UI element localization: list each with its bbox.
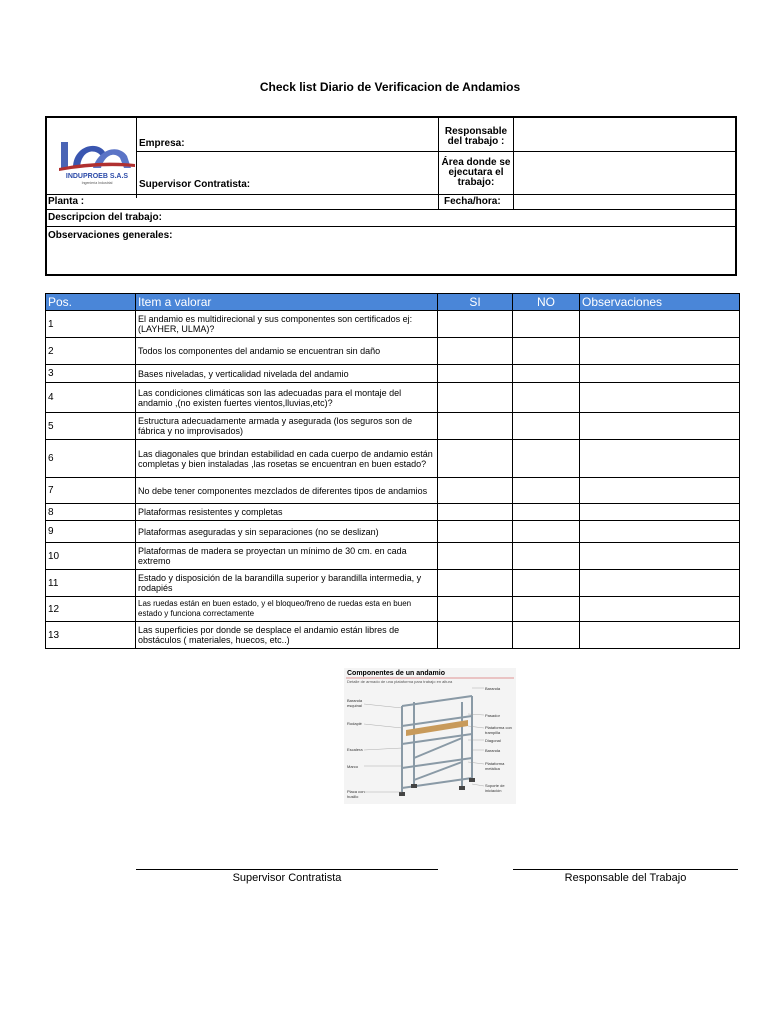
row-pos: 10 [46,543,136,570]
responsable-field[interactable] [514,119,736,151]
table-row [46,365,740,383]
logo-tagline: Ingeniería Industrial [81,181,113,185]
table-row [46,383,740,413]
header-si: SI [438,294,513,311]
area-label: Área donde se ejecutara el trabajo: [441,157,511,188]
row-si-cell[interactable] [438,413,513,440]
row-pos: 13 [46,622,136,649]
responsable-label: Responsable del trabajo : [444,126,508,147]
row-no-cell[interactable] [513,478,580,504]
row-si-cell[interactable] [438,383,513,413]
row-obs-cell[interactable] [580,521,740,543]
observaciones-label: Observaciones generales: [48,230,173,241]
table-row [46,543,740,570]
area-field[interactable] [514,152,736,194]
supervisor-label: Supervisor Contratista: [139,179,251,190]
header-pos: Pos. [46,294,136,311]
row-si-cell[interactable] [438,622,513,649]
row-si-cell[interactable] [438,543,513,570]
row-item: Las diagonales que brindan estabilidad en cada cuerpo de andamio están completas y bien instaladas ,las rosetas se encuentran en buen estado? [136,440,438,478]
row-no-cell[interactable] [513,440,580,478]
signature-line-supervisor [136,869,438,870]
planta-label: Planta : [48,196,85,207]
row-no-cell[interactable] [513,597,580,622]
table-header-row [46,294,740,311]
row-item: No debe tener componentes mezclados de diferentes tipos de andamios [136,478,438,504]
row-si-cell[interactable] [438,440,513,478]
row-pos: 5 [46,413,136,440]
figure-title: Componentes de un andamio [347,670,446,677]
row-si-cell[interactable] [438,338,513,365]
row-no-cell[interactable] [513,311,580,338]
fecha-field[interactable] [514,195,736,209]
row-item: Estructura adecuadamente armada y asegurada (los seguros son de fábrica y no improvisados) [136,413,438,440]
label-rodapie: Rodapié [347,721,362,726]
table-row [46,338,740,365]
row-si-cell[interactable] [438,478,513,504]
row-pos: 6 [46,440,136,478]
row-item: Plataformas aseguradas y sin separaciones (no se deslizan) [136,521,438,543]
figure-subtitle: Detalle de armado de una plataforma para trabajo en altura [347,679,453,684]
row-item: Las condiciones climáticas son las adecuadas para el montaje del andamio ,(no existen fuertes vientos,lluvias,etc)? [136,383,438,413]
table-row [46,440,740,478]
row-obs-cell[interactable] [580,311,740,338]
company-logo [55,138,139,186]
row-item: Las superficies por donde se desplace el andamio están libres de obstáculos ( materiales, huecos, etc..) [136,622,438,649]
observaciones-field[interactable] [177,230,732,272]
label-placa-husillo: Placa con husillo [347,789,365,799]
row-no-cell[interactable] [513,383,580,413]
label-baranda-esquinal: Baranda esquinal [347,698,363,708]
row-no-cell[interactable] [513,622,580,649]
row-item: Las ruedas están en buen estado, y el bloqueo/freno de ruedas esta en buen estado y funciona correctamente [136,597,438,622]
row-no-cell[interactable] [513,543,580,570]
row-pos: 12 [46,597,136,622]
label-pasador: Pasador [485,713,500,718]
row-item: Bases niveladas, y verticalidad nivelada del andamio [136,365,438,383]
header-no: NO [513,294,580,311]
row-si-cell[interactable] [438,521,513,543]
row-obs-cell[interactable] [580,478,740,504]
row-item: El andamio es multidirecional y sus componentes son certificados ej: (LAYHER, ULMA)? [136,311,438,338]
page-title: Check list Diario de Verificacion de Andamios [259,80,521,94]
row-obs-cell[interactable] [580,504,740,521]
label-baranda: Baranda [485,686,501,691]
label-escalera: Escalera [347,747,363,752]
header-observaciones: Observaciones [580,294,740,311]
row-obs-cell[interactable] [580,597,740,622]
row-pos: 1 [46,311,136,338]
table-row [46,570,740,597]
table-row [46,622,740,649]
row-pos: 8 [46,504,136,521]
row-obs-cell[interactable] [580,622,740,649]
row-no-cell[interactable] [513,365,580,383]
row-si-cell[interactable] [438,365,513,383]
row-obs-cell[interactable] [580,413,740,440]
header-item: Item a valorar [136,294,438,311]
row-pos: 11 [46,570,136,597]
label-diagonal: Diagonal [485,738,501,743]
checklist-table [45,293,740,649]
descripcion-label: Descripcion del trabajo: [48,212,162,223]
empresa-label: Empresa: [139,138,185,149]
table-row [46,504,740,521]
row-obs-cell[interactable] [580,570,740,597]
row-no-cell[interactable] [513,570,580,597]
row-no-cell[interactable] [513,413,580,440]
table-row [46,413,740,440]
row-si-cell[interactable] [438,597,513,622]
label-baranda-2: Baranda [485,748,501,753]
table-row [46,597,740,622]
signature-label-supervisor: Supervisor Contratista [232,872,342,884]
label-plataforma-metalica: Plataforma metálica [485,761,505,771]
row-pos: 2 [46,338,136,365]
row-obs-cell[interactable] [580,543,740,570]
row-obs-cell[interactable] [580,383,740,413]
supervisor-field[interactable] [139,152,437,176]
row-pos: 7 [46,478,136,504]
row-item: Plataformas de madera se proyectan un mínimo de 30 cm. en cada extremo [136,543,438,570]
label-marco: Marco [347,764,359,769]
row-si-cell[interactable] [438,504,513,521]
row-si-cell[interactable] [438,311,513,338]
fecha-label: Fecha/hora: [444,196,501,207]
row-no-cell[interactable] [513,504,580,521]
row-si-cell[interactable] [438,570,513,597]
logo-text: INDUPROEB S.A.S [65,173,129,180]
row-item: Estado y disposición de la barandilla superior y barandilla intermedia, y rodapiés [136,570,438,597]
row-obs-cell[interactable] [580,440,740,478]
scaffold-components-figure [344,668,516,804]
row-obs-cell[interactable] [580,338,740,365]
label-plataforma-trampilla: Plataforma con trampilla [485,725,512,735]
table-row [46,521,740,543]
signature-label-responsable: Responsable del Trabajo [564,872,687,884]
table-row [46,311,740,338]
row-item: Plataformas resistentes y completas [136,504,438,521]
row-no-cell[interactable] [513,338,580,365]
row-no-cell[interactable] [513,521,580,543]
label-soporte-iniciacion: Soporte de iniciación [485,783,505,793]
row-pos: 9 [46,521,136,543]
row-pos: 3 [46,365,136,383]
signature-line-responsable [513,869,738,870]
row-pos: 4 [46,383,136,413]
row-obs-cell[interactable] [580,365,740,383]
row-item: Todos los componentes del andamio se encuentran sin daño [136,338,438,365]
header-block [45,116,737,276]
table-row [46,478,740,504]
